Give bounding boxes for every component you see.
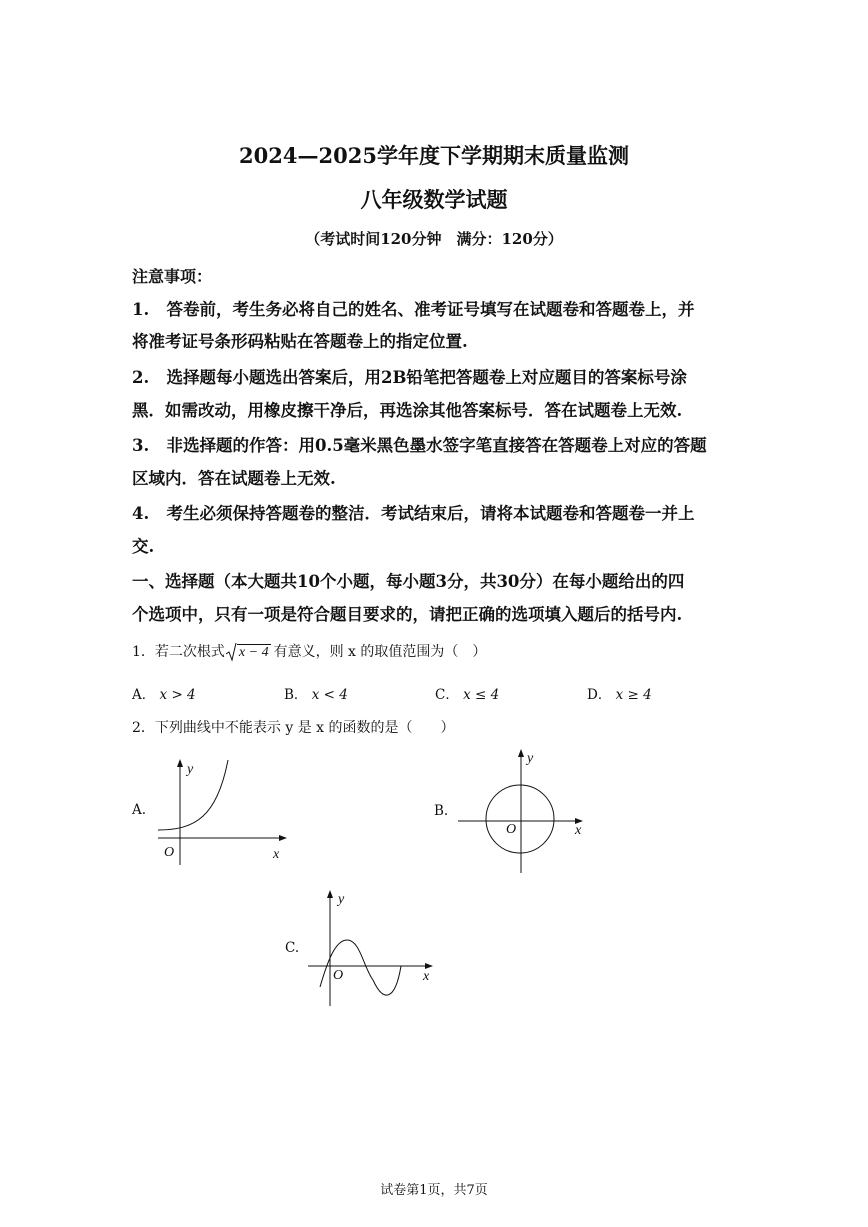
notice-number: 1. bbox=[132, 300, 150, 319]
notice-text-line1: 选择题每小题选出答案后，用2B铅笔把答题卷上对应题目的答案标号涂 bbox=[166, 368, 687, 387]
section-heading-line1: 一、选择题（本大题共10个小题，每小题3分，共30分）在每小题给出的四 bbox=[132, 572, 685, 591]
graph-c-label[interactable]: C. bbox=[285, 940, 300, 956]
notice-text-line2: 区域内．答在试题卷上无效. bbox=[132, 469, 336, 488]
question-2-stem: 2．下列曲线中不能表示 y 是 x 的函数的是（ ） bbox=[132, 720, 455, 736]
notice-text-line1: 非选择题的作答：用0.5毫米黑色墨水签字笔直接答在答题卷上对应的答题 bbox=[166, 436, 707, 455]
y-label: y bbox=[527, 751, 534, 766]
notice-number: 4. bbox=[132, 504, 150, 523]
notice-item-2 bbox=[132, 364, 742, 388]
notice-text-line1: 考生必须保持答题卷的整洁．考试结束后，请将本试题卷和答题卷一并上 bbox=[166, 504, 695, 523]
graph-b-circle[interactable] bbox=[455, 745, 595, 877]
graph-a-label[interactable]: A. bbox=[132, 802, 147, 818]
origin-label: O bbox=[164, 845, 175, 860]
y-arrow-icon bbox=[177, 759, 183, 767]
radicand: x − 4 bbox=[238, 645, 269, 660]
notice-text-line1: 答卷前，考生务必将自己的姓名、准考证号填写在试题卷和答题卷上，并 bbox=[166, 300, 695, 319]
option-label: A． bbox=[132, 687, 156, 703]
x-label: x bbox=[575, 823, 582, 838]
notice-number: 3. bbox=[132, 436, 150, 455]
circle-curve bbox=[486, 785, 554, 853]
question-1-stem bbox=[132, 641, 486, 661]
option-text: x > 4 bbox=[159, 687, 196, 703]
graph-c-wave[interactable] bbox=[305, 885, 445, 1010]
option-label: B． bbox=[284, 687, 308, 703]
option-text: x ≥ 4 bbox=[615, 687, 652, 703]
x-label: x bbox=[273, 847, 280, 862]
page-footer: 试卷第1页，共7页 bbox=[380, 1183, 488, 1198]
origin-label: O bbox=[333, 968, 344, 983]
graph-a-exponential[interactable] bbox=[155, 755, 295, 870]
y-arrow-icon bbox=[518, 749, 524, 757]
notice-item-3 bbox=[132, 432, 742, 456]
exam-info: （考试时间120分钟 满分：120分） bbox=[305, 230, 563, 248]
notice-text-line2: 交. bbox=[132, 537, 155, 556]
section-heading-line2: 个选项中，只有一项是符合题目要求的，请把正确的选项填入题后的括号内. bbox=[132, 605, 683, 624]
exam-title: 2024—2025学年度下学期期末质量监测 bbox=[239, 143, 629, 168]
notice-number: 2. bbox=[132, 368, 150, 387]
radical-sign-icon bbox=[225, 642, 237, 662]
notice-item-1 bbox=[132, 296, 742, 320]
y-label: y bbox=[338, 892, 345, 907]
graph-b-label[interactable]: B. bbox=[434, 803, 449, 819]
y-arrow-icon bbox=[327, 890, 333, 898]
option-c[interactable] bbox=[435, 683, 499, 703]
option-b[interactable] bbox=[284, 683, 348, 703]
notice-text-line2: 黑．如需改动，用橡皮擦干净后，再选涂其他答案标号．答在试题卷上无效. bbox=[132, 401, 683, 420]
option-a[interactable] bbox=[132, 683, 196, 703]
origin-label: O bbox=[506, 822, 517, 837]
option-label: C． bbox=[435, 687, 459, 703]
notice-text-line2: 将准考证号条形码粘贴在答题卷上的指定位置. bbox=[132, 332, 468, 351]
option-text: x ≤ 4 bbox=[463, 687, 500, 703]
y-label: y bbox=[187, 762, 194, 777]
question-1-prefix: 1．若二次根式 bbox=[132, 644, 225, 660]
option-label: D． bbox=[587, 687, 612, 703]
exam-subtitle: 八年级数学试题 bbox=[360, 187, 508, 212]
x-label: x bbox=[423, 969, 430, 984]
question-1-suffix: 有意义，则 x 的取值范围为（ ） bbox=[273, 644, 487, 660]
notice-item-4 bbox=[132, 500, 742, 524]
x-arrow-icon bbox=[279, 835, 287, 841]
notice-heading: 注意事项： bbox=[132, 267, 213, 286]
option-text: x < 4 bbox=[311, 687, 348, 703]
option-d[interactable] bbox=[587, 683, 652, 703]
sqrt-expression bbox=[225, 644, 271, 661]
